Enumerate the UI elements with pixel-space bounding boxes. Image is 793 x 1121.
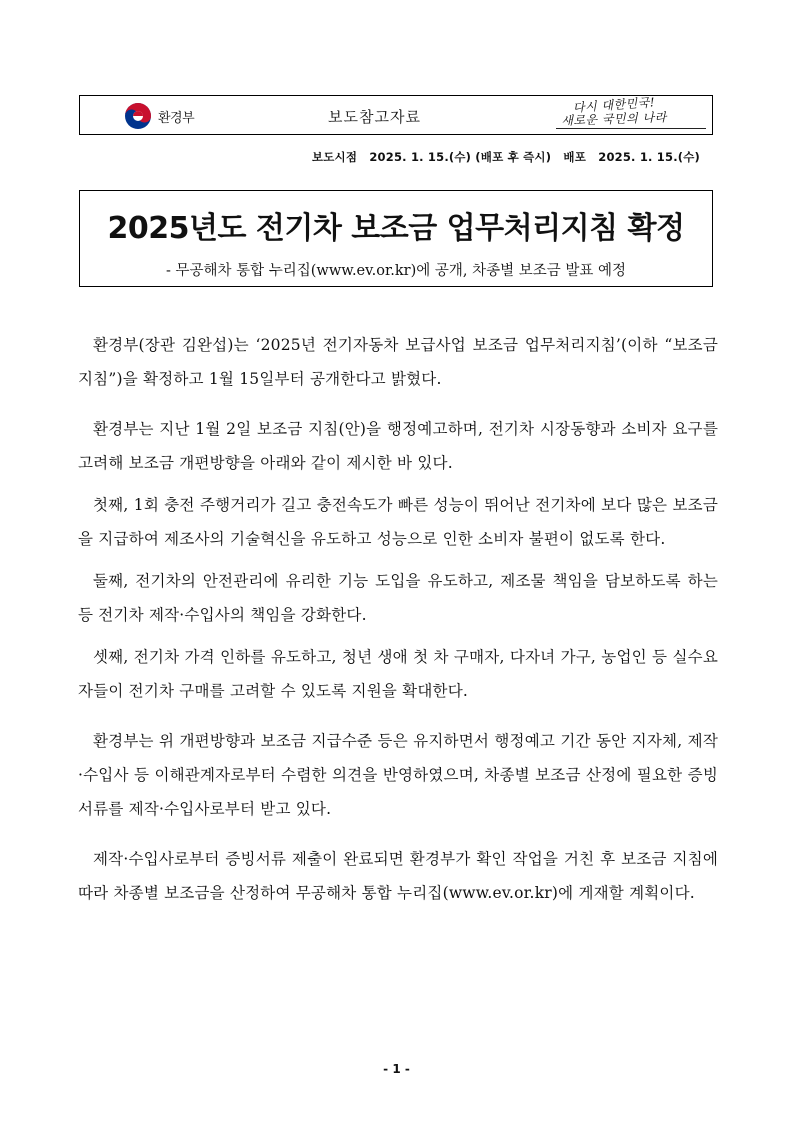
release-time-label: 보도시점: [311, 150, 358, 164]
paragraph: 제작·수입사로부터 증빙서류 제출이 완료되면 환경부가 확인 작업을 거친 후 보조금 지침에 따라 차종별 보조금을 산정하여 무공해차 통합 누리집(www.ev.or.kr)에 게재할 계획이다.: [78, 850, 718, 902]
paragraph: 셋째, 전기차 가격 인하를 유도하고, 청년 생애 첫 차 구매자, 다자녀 가구, 농업인 등 실수요자들이 전기차 구매를 고려할 수 있도록 지원을 확대한다.: [78, 648, 718, 700]
document-type: 보도참고자료: [328, 108, 421, 126]
title-box: [79, 190, 713, 287]
taegeuk-emblem-icon: [124, 102, 152, 130]
page-number: - 1 -: [383, 1062, 410, 1076]
paragraph: 환경부(장관 김완섭)는 ‘2025년 전기자동차 보급사업 보조금 업무처리지침’(이하 “보조금 지침”)을 확정하고 1월 15일부터 공개한다고 밝혔다.: [78, 336, 718, 388]
header-box: [79, 95, 713, 135]
logo-label: 환경부: [158, 110, 195, 126]
paragraph: 환경부는 지난 1월 2일 보조금 지침(안)을 행정예고하며, 전기차 시장동향과 소비자 요구를 고려해 보조금 개편방향을 아래와 같이 제시한 바 있다.: [78, 420, 718, 472]
paragraph: 환경부는 위 개편방향과 보조금 지급수준 등은 유지하면서 행정예고 기간 동안 지자체, 제작·수입사 등 이해관계자로부터 수렴한 의견을 반영하였으며, 차종별 보조금 산정에 필요한 증빙서류를 제작·수입사로부터 받고 있다.: [78, 732, 718, 818]
release-time-value: 2025. 1. 15.(수) (배포 후 즉시): [369, 150, 552, 164]
slogan-line-1: 다시 대한민국!: [572, 95, 656, 115]
release-info: [304, 149, 700, 165]
paragraph: 첫째, 1회 충전 주행거리가 길고 충전속도가 빠른 성능이 뛰어난 전기차에 보다 많은 보조금을 지급하여 제조사의 기술혁신을 유도하고 성능으로 인한 소비자 불편이 없도록 한다.: [78, 496, 718, 548]
paragraph: 둘째, 전기차의 안전관리에 유리한 기능 도입을 유도하고, 제조물 책임을 담보하도록 하는 등 전기차 제작·수입사의 책임을 강화한다.: [78, 572, 718, 624]
slogan: [544, 95, 684, 132]
slogan-underline: [556, 128, 706, 129]
page-title: 2025년도 전기차 보조금 업무처리지침 확정: [107, 211, 685, 246]
distribution-value: 2025. 1. 15.(수): [598, 150, 700, 164]
ministry-logo: [124, 102, 194, 130]
page-subtitle: - 무공해차 통합 누리집(www.ev.or.kr)에 공개, 차종별 보조금 발표 예정: [165, 263, 627, 279]
document-body: [78, 328, 718, 910]
slogan-line-2: 새로운 국민의 나라: [561, 110, 667, 128]
distribution-label: 배포: [563, 150, 587, 164]
